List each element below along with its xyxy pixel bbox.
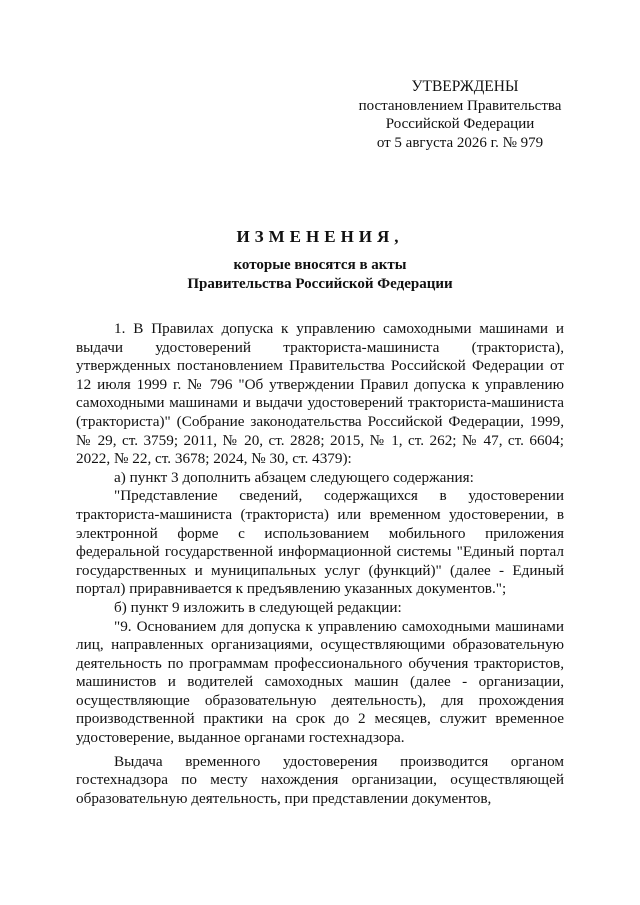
approval-line-2: Российской Федерации xyxy=(385,116,535,132)
document-title xyxy=(0,226,640,294)
title-subtitle-1: которые вносятся в акты xyxy=(233,257,407,273)
approval-line-3: от 5 августа 2026 г. № 979 xyxy=(376,134,544,151)
approval-line-1: постановлением Правительства xyxy=(358,97,562,114)
title-main: ИЗМЕНЕНИЯ, xyxy=(236,227,404,246)
paragraph-5: "9. Основанием для допуска к управлению самоходными машинами лиц, направленных организациями, осуществляющими образовательную деятельность по программам профессионального обучения трактористов, машинистов и водителей самоходных машин (далее - организации, осуществляющие образовательную деятельность), для прохождения производственной практики на срок до 2 месяцев, служит временное удостоверение, выданное органами гостехнадзора. xyxy=(76,617,564,747)
paragraph-1: 1. В Правилах допуска к управлению самоходными машинами и выдачи удостоверений тракториста-машиниста (тракториста), утвержденных постановлением Правительства Российской Федерации от 12 июля 1999 г. № 796 "Об утверждении Правил допуска к управлению самоходными машинами и выдачи удостоверений тракториста-машиниста (тракториста)" (Собрание законодательства Российской Федерации, 1999, № 29, ст. 3759; 2011, № 20, ст. 2828; 2015, № 1, ст. 262; № 47, ст. 6604; 2022, № 22, ст. 3678; 2024, № 30, ст. 4379): xyxy=(76,320,564,468)
paragraph-2: а) пункт 3 дополнить абзацем следующего содержания: xyxy=(114,468,474,486)
paragraph-3: "Представление сведений, содержащихся в удостоверении тракториста-машиниста (тракториста) или временном удостоверении, в электронной форме с использованием мобильного приложения федеральной государственной информационной системы "Единый портал государственных и муниципальных услуг (функций)" (далее - Единый портал) приравнивается к предъявлению указанных документов."; xyxy=(76,487,564,598)
approval-heading: УТВЕРЖДЕНЫ xyxy=(411,78,519,95)
approval-stamp xyxy=(340,78,580,152)
document-body xyxy=(76,320,564,808)
paragraph-4: б) пункт 9 изложить в следующей редакции: xyxy=(114,598,402,616)
title-subtitle-2: Правительства Российской Федерации xyxy=(187,276,453,292)
paragraph-6: Выдача временного удостоверения производится органом гостехнадзора по месту нахождения организации, осуществляющей образовательную деятельность, при представлении документов, xyxy=(76,752,564,807)
